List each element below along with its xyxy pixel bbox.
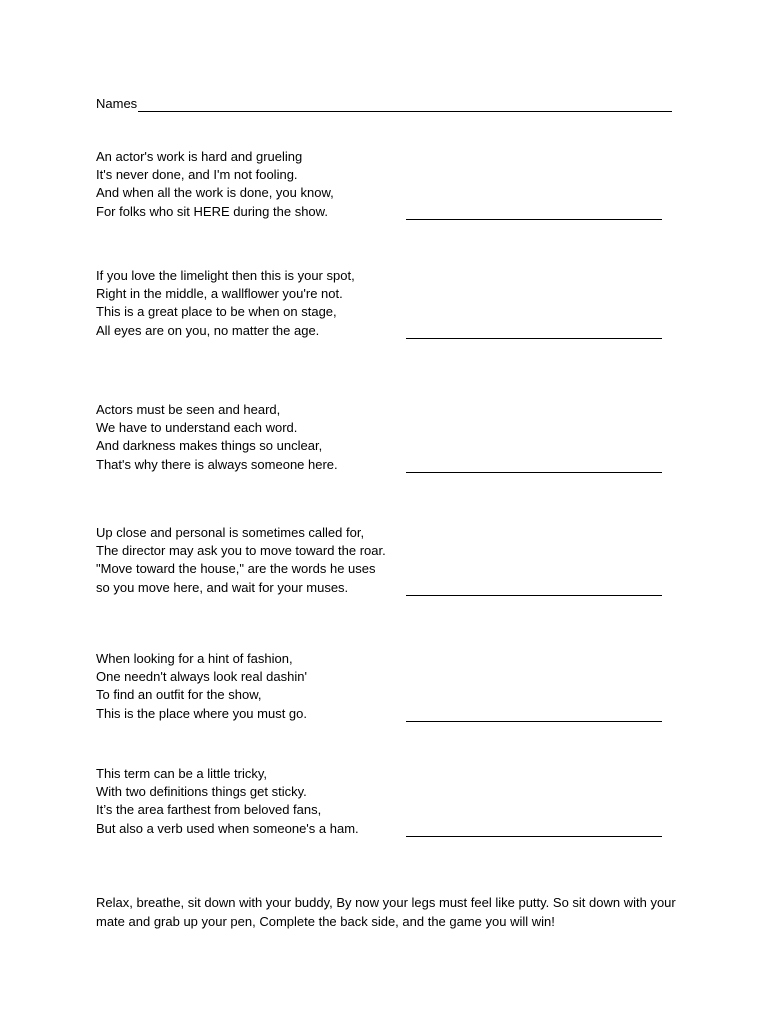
answer-blank-line[interactable]: [406, 594, 662, 596]
stanza-line: And darkness makes things so unclear,: [96, 438, 323, 454]
stanza-line: For folks who sit HERE during the show.: [96, 203, 328, 219]
answer-blank-line[interactable]: [406, 218, 662, 220]
closing-paragraph: Relax, breathe, sit down with your buddy, By now your legs must feel like putty. So sit down with your mate and grab up your pen, Complete the back side, and the game you will win!: [96, 895, 676, 929]
answer-blank-line[interactable]: [406, 337, 662, 339]
names-label: Names: [96, 96, 138, 111]
stanza-line: This term can be a little tricky,: [96, 766, 267, 781]
stanza-line: It's never done, and I'm not fooling.: [96, 167, 298, 183]
stanza-line: Up close and personal is sometimes called for,: [96, 525, 365, 540]
stanza-line: But also a verb used when someone's a ham.: [96, 820, 359, 836]
stanza-line: We have to understand each word.: [96, 420, 298, 436]
stanza-line: An actor's work is hard and grueling: [96, 149, 303, 164]
stanza-line: When looking for a hint of fashion,: [96, 651, 293, 666]
stanza-line: so you move here, and wait for your muses.: [96, 579, 349, 595]
stanza-1: [96, 148, 662, 221]
stanza-line: To find an outfit for the show,: [96, 687, 262, 703]
stanza-line: If you love the limelight then this is your spot,: [96, 268, 355, 283]
stanza-line: All eyes are on you, no matter the age.: [96, 322, 320, 338]
stanza-line: That's why there is always someone here.: [96, 456, 338, 472]
stanza-3: [96, 401, 662, 474]
stanza-line: It’s the area farthest from beloved fans,: [96, 802, 322, 818]
stanza-6: [96, 765, 662, 838]
answer-blank-line[interactable]: [406, 835, 662, 837]
stanza-line: "Move toward the house," are the words he uses: [96, 561, 376, 577]
stanza-line: And when all the work is done, you know,: [96, 185, 334, 201]
answer-blank-line[interactable]: [406, 720, 662, 722]
stanza-line: One needn't always look real dashin': [96, 669, 307, 685]
stanza-line: With two definitions things get sticky.: [96, 784, 307, 800]
stanza-line: Actors must be seen and heard,: [96, 402, 281, 417]
stanza-4: [96, 524, 662, 597]
stanza-line: Right in the middle, a wallflower you're not.: [96, 286, 343, 302]
stanza-line: The director may ask you to move toward the roar.: [96, 543, 386, 559]
names-field[interactable]: [96, 94, 672, 112]
stanza-line: This is a great place to be when on stage,: [96, 304, 337, 320]
stanza-line: This is the place where you must go.: [96, 705, 307, 721]
stanza-2: [96, 267, 662, 340]
answer-blank-line[interactable]: [406, 471, 662, 473]
stanza-5: [96, 650, 662, 723]
names-blank-line[interactable]: [138, 98, 672, 112]
